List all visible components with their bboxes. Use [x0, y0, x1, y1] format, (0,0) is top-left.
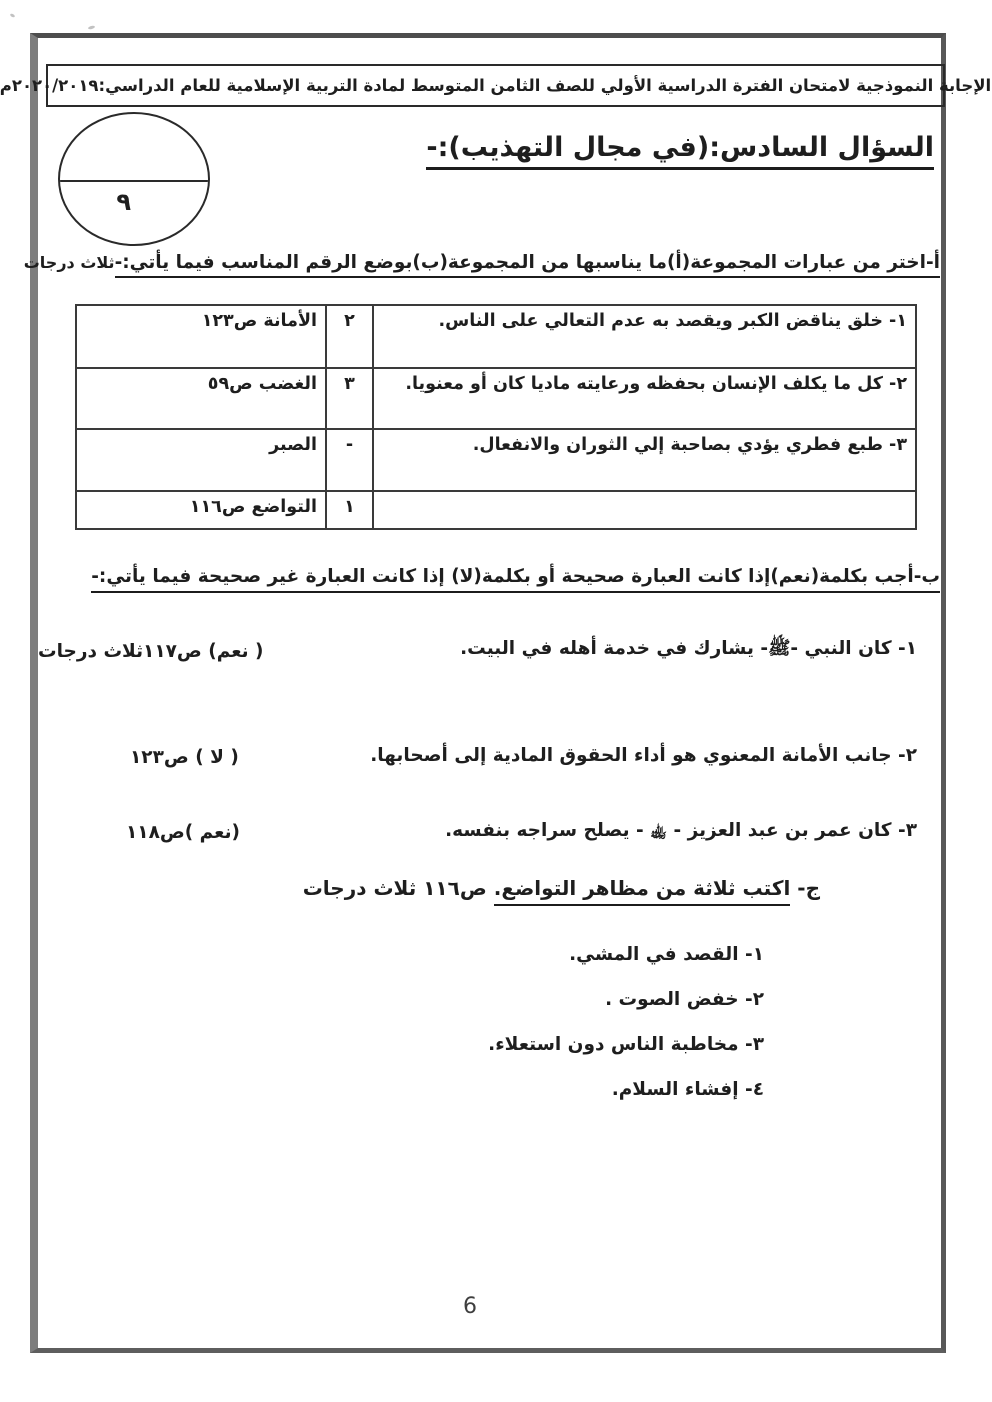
tf-question-2-answer: ( لا ) ص١٢٣: [130, 747, 239, 768]
humility-item-1: ١- القصد في المشي.: [569, 944, 764, 965]
table-row: [76, 429, 916, 491]
humility-item-4: ٤- إفشاء السلام.: [611, 1079, 764, 1100]
answer-number-cell: ١: [326, 491, 373, 529]
answer-number-cell: ٣: [326, 368, 373, 429]
score-circle-divider-line: [60, 180, 208, 182]
tf-question-1-statement: ١- كان النبي -ﷺ- يشارك في خدمة أهله في البيت.: [460, 638, 917, 659]
tf-question-2-statement: ٢- جانب الأمانة المعنوي هو أداء الحقوق المادية إلى أصحابها.: [370, 745, 917, 766]
table-row: [76, 305, 916, 368]
table-row: [76, 491, 916, 529]
statement-cell: ٣- طبع فطري يؤدي بصاحبة إلي الثوران والانفعال.: [373, 429, 916, 491]
humility-item-2: ٢- خفض الصوت .: [605, 989, 764, 1010]
section-b-heading: ب-أجب بكلمة(نعم)إذا كانت العبارة صحيحة أو بكلمة(لا) إذا كانت العبارة غير صحيحة فيما يأتي:-: [91, 566, 940, 593]
tf-question-3-statement: ٣- كان عمر بن عبد العزيز - ﵀ - يصلح سراجه بنفسه.: [445, 820, 917, 841]
section-a-marks-note: ثلاث درجات: [23, 253, 115, 272]
score-value: ٩: [116, 188, 131, 217]
term-cell: الأمانة ص١٢٣: [76, 305, 326, 368]
exam-header-box: [0, 64, 992, 107]
section-c-heading-text: اكتب ثلاثة من مظاهر التواضع.: [494, 876, 791, 906]
exam-header-text: الإجابة النموذجية لامتحان الفترة الدراسية الأولي للصف الثامن المتوسط لمادة التربية الإسلامية للعام الدراسي:٢٠٢٠/٢٠١٩م: [0, 76, 992, 95]
humility-item-3: ٣- مخاطبة الناس دون استعلاء.: [488, 1034, 764, 1055]
term-cell: التواضع ص١١٦: [76, 491, 326, 529]
scan-speck: [88, 25, 96, 30]
question-six-title: السؤال السادس:(في مجال التهذيب):-: [426, 132, 934, 170]
statement-cell: ٢- كل ما يكلف الإنسان بحفظه ورعايته ماديا كان أو معنويا.: [373, 368, 916, 429]
page-number: 6: [463, 1294, 477, 1319]
tf-question-1-answer: ( نعم) ص١١٧ثلاث درجات: [38, 641, 264, 662]
table-row: [76, 368, 916, 429]
score-circle: [58, 112, 210, 246]
section-c-marks-note: ص١١٦ ثلاث درجات: [302, 876, 494, 900]
section-c-heading: [303, 876, 820, 900]
term-cell: الغضب ص٥٩: [76, 368, 326, 429]
answer-number-cell: -: [326, 429, 373, 491]
statement-cell: [373, 491, 916, 529]
statement-cell: ١- خلق يناقض الكبر ويقصد به عدم التعالي على الناس.: [373, 305, 916, 368]
section-a-heading-text: أ-اختر من عبارات المجموعة(أ)ما يناسبها من المجموعة(ب)بوضع الرقم المناسب فيما يأتي:-: [115, 252, 940, 278]
section-a-heading: [24, 252, 940, 273]
answer-number-cell: ٢: [326, 305, 373, 368]
matching-table: [75, 304, 917, 530]
tf-question-3-answer: (نعم )ص١١٨: [126, 822, 241, 843]
term-cell: الصبر: [76, 429, 326, 491]
scan-speck: [10, 13, 16, 18]
section-c-letter: ج-: [790, 876, 820, 900]
